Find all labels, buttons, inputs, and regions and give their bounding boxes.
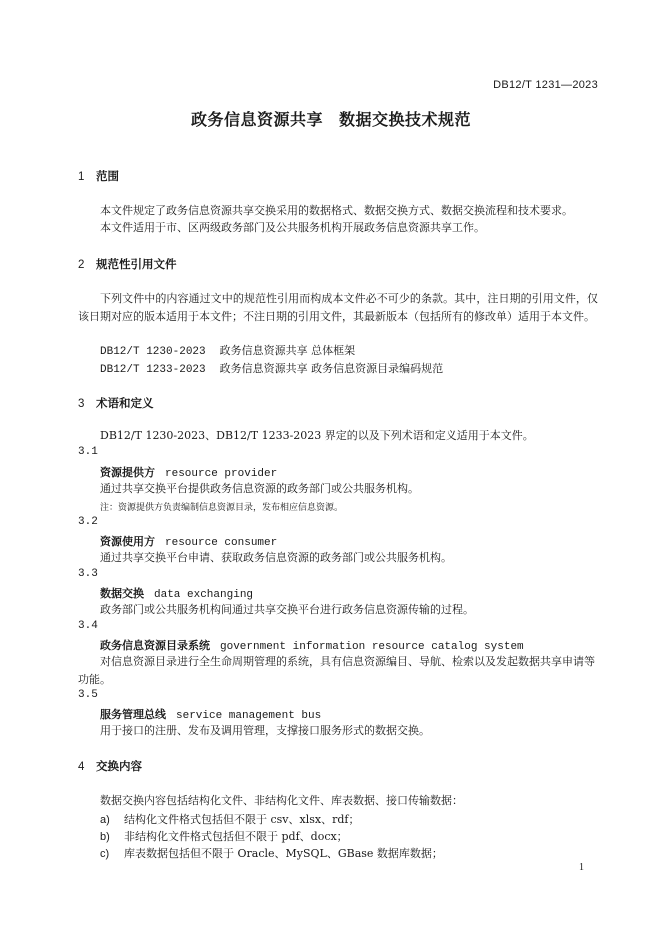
term-english: government information resource catalog system <box>220 641 524 653</box>
section-title: 交换内容 <box>96 759 142 773</box>
clause-number: 3.2 <box>78 516 98 528</box>
section-title: 规范性引用文件 <box>96 257 177 271</box>
normative-reference <box>100 360 443 376</box>
document-title <box>0 107 662 130</box>
paragraph: 本文件适用于市、区两级政务部门及公共服务机构开展政务信息资源共享工作。 <box>100 221 485 234</box>
paragraph: 下列文件中的内容通过文中的规范性引用而构成本文件必不可少的条款。其中，注日期的引用文件，仅该日期对应的版本适用于本文件；不注日期的引用文件，其最新版本（包括所有的修改单）适用于本文件。 <box>78 292 598 323</box>
section-3-heading <box>78 395 154 411</box>
term-chinese: 资源提供方 <box>100 466 155 479</box>
term-chinese: 政务信息资源目录系统 <box>100 639 210 652</box>
term-chinese: 服务管理总线 <box>100 708 166 721</box>
term-definition: 用于接口的注册、发布及调用管理，支撑接口服务形式的数据交换。 <box>100 724 430 737</box>
list-text: 非结构化文件格式包括但不限于 pdf、docx； <box>124 830 348 843</box>
term-chinese: 资源使用方 <box>100 535 155 548</box>
list-marker: b) <box>100 831 110 843</box>
clause-number: 3.5 <box>78 689 98 701</box>
standard-code: DB12/T 1231—2023 <box>493 79 598 91</box>
normative-reference <box>100 342 355 358</box>
section-title: 范围 <box>96 169 119 183</box>
reference-title: 政务信息资源共享 政务信息资源目录编码规范 <box>219 362 444 375</box>
section-4-heading <box>78 758 142 774</box>
clause-number: 3.1 <box>78 446 98 458</box>
section-number: 1 <box>78 171 85 183</box>
title-part-2: 数据交换技术规范 <box>339 110 472 129</box>
term-note: 注：资源提供方负责编制信息资源目录，发布相应信息资源。 <box>100 503 344 513</box>
reference-title: 政务信息资源共享 总体框架 <box>219 344 356 357</box>
term-definition: 对信息资源目录进行全生命周期管理的系统，具有信息资源编目、导航、检索以及发起数据共享申请等功能。 <box>78 655 595 686</box>
term-definition: 通过共享交换平台提供政务信息资源的政务部门或公共服务机构。 <box>100 482 419 495</box>
reference-code: DB12/T 1230-2023 <box>100 346 206 358</box>
section-2-heading <box>78 256 177 272</box>
paragraph: 数据交换内容包括结构化文件、非结构化文件、库表数据、接口传输数据： <box>100 794 463 807</box>
term-english: resource consumer <box>165 537 278 549</box>
list-item <box>100 811 359 827</box>
term-entry <box>100 706 321 722</box>
list-item <box>100 845 443 861</box>
paragraph: 本文件规定了政务信息资源共享交换采用的数据格式、数据交换方式、数据交换流程和技术要求。 <box>100 204 573 217</box>
list-marker: c) <box>100 848 110 860</box>
term-entry <box>100 533 277 549</box>
section-number: 2 <box>78 259 85 271</box>
section-title: 术语和定义 <box>96 396 154 410</box>
section-number: 4 <box>78 761 85 773</box>
title-part-1: 政务信息资源共享 <box>190 110 323 129</box>
term-chinese: 数据交换 <box>100 587 144 600</box>
section-1-heading <box>78 168 119 184</box>
paragraph: DB12/T 1230-2023、DB12/T 1233-2023 界定的以及下列术语和定义适用于本文件。 <box>100 429 534 442</box>
term-definition: 通过共享交换平台申请、获取政务信息资源的政务部门或公共服务机构。 <box>100 551 452 564</box>
term-entry <box>100 637 524 653</box>
clause-number: 3.3 <box>78 568 98 580</box>
reference-code: DB12/T 1233-2023 <box>100 364 206 376</box>
clause-number: 3.4 <box>78 620 98 632</box>
term-english: resource provider <box>165 468 278 480</box>
list-item <box>100 828 348 844</box>
term-definition: 政务部门或公共服务机构间通过共享交换平台进行政务信息资源传输的过程。 <box>100 603 474 616</box>
term-english: service management bus <box>176 710 322 722</box>
list-text: 结构化文件格式包括但不限于 csv、xlsx、rdf； <box>124 813 360 826</box>
term-entry <box>100 464 277 480</box>
term-english: data exchanging <box>154 589 254 601</box>
section-number: 3 <box>78 398 85 410</box>
term-entry <box>100 585 253 601</box>
list-marker: a) <box>100 814 110 826</box>
list-text: 库表数据包括但不限于 Oracle、MySQL、GBase 数据库数据； <box>124 847 443 860</box>
page-number: 1 <box>579 862 584 873</box>
